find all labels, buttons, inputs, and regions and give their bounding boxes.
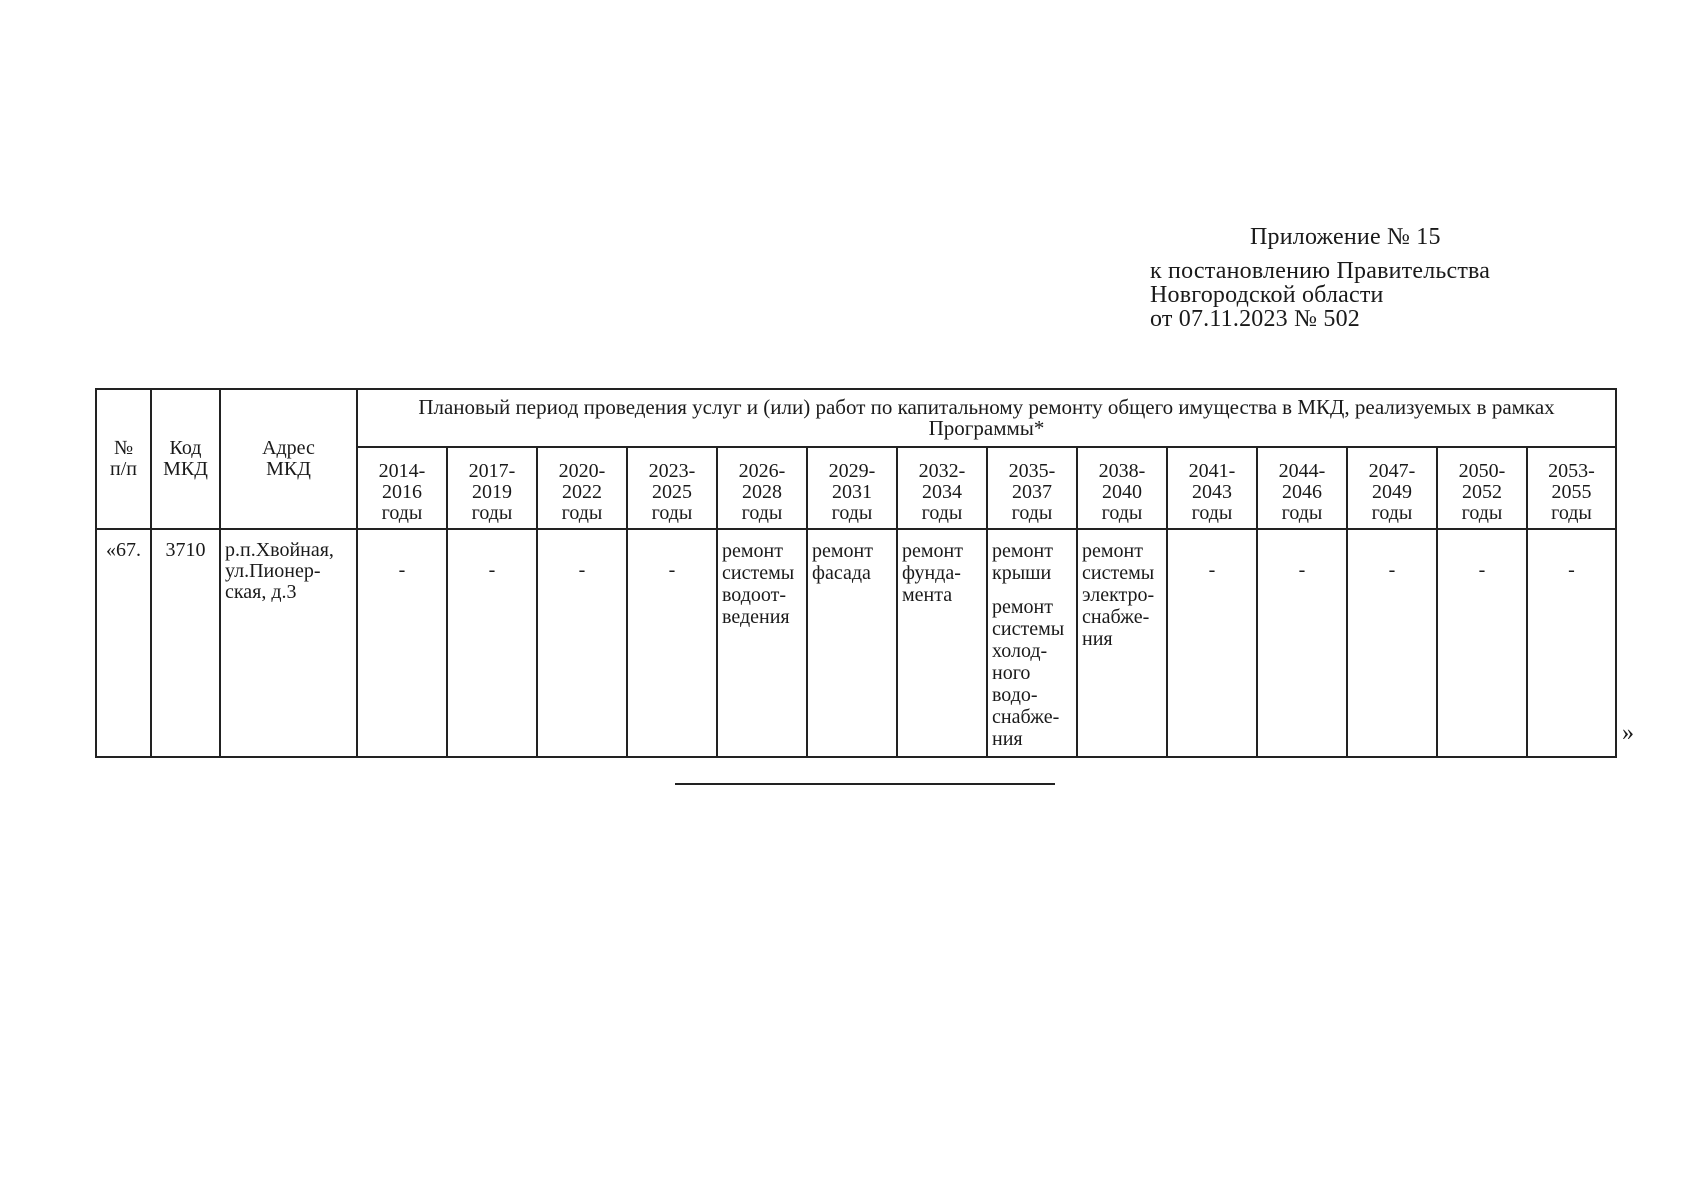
row-cell-10: -	[1257, 529, 1347, 757]
header-year-9: 2041- 2043 годы	[1167, 447, 1257, 529]
header-year-1: 2017- 2019 годы	[447, 447, 537, 529]
header-year-8: 2038- 2040 годы	[1077, 447, 1167, 529]
header-year-3: 2023- 2025 годы	[627, 447, 717, 529]
header-year-7: 2035- 2037 годы	[987, 447, 1077, 529]
header-address: Адрес МКД	[220, 389, 357, 529]
repair-schedule-table	[95, 388, 1617, 758]
row-cell-7: ремонт крыши ремонт системы холод- ного водо- снабже- ния	[987, 529, 1077, 757]
header-year-0: 2014- 2016 годы	[357, 447, 447, 529]
row-cell-0: -	[357, 529, 447, 757]
appendix-title: Приложение № 15	[1250, 224, 1441, 250]
row-num: «67.	[96, 529, 151, 757]
header-period: Плановый период проведения услуг и (или) работ по капитальному ремонту общего имущества в МКД, реализуемых в рамках Программы*	[357, 389, 1616, 447]
appendix-line-2: Новгородской области	[1150, 282, 1384, 308]
appendix-header	[1150, 225, 1490, 331]
row-address: р.п.Хвойная, ул.Пионер- ская, д.3	[220, 529, 357, 757]
row-cell-6: ремонт фунда- мента	[897, 529, 987, 757]
header-year-5: 2029- 2031 годы	[807, 447, 897, 529]
appendix-line-1: к постановлению Правительства	[1150, 258, 1491, 284]
header-year-10: 2044- 2046 годы	[1257, 447, 1347, 529]
header-year-12: 2050- 2052 годы	[1437, 447, 1527, 529]
row-cell-8: ремонт системы электро- снабже- ния	[1077, 529, 1167, 757]
header-year-13: 2053- 2055 годы	[1527, 447, 1616, 529]
header-year-11: 2047- 2049 годы	[1347, 447, 1437, 529]
header-year-6: 2032- 2034 годы	[897, 447, 987, 529]
footer-rule	[675, 783, 1055, 785]
row-code: 3710	[151, 529, 220, 757]
row-cell-4: ремонт системы водоот- ведения	[717, 529, 807, 757]
row-cell-9: -	[1167, 529, 1257, 757]
row-cell-1: -	[447, 529, 537, 757]
row-cell-3: -	[627, 529, 717, 757]
row-cell-11: -	[1347, 529, 1437, 757]
closing-quote: »	[1622, 720, 1634, 746]
header-code: Код МКД	[151, 389, 220, 529]
header-year-2: 2020- 2022 годы	[537, 447, 627, 529]
row-cell-12: -	[1437, 529, 1527, 757]
header-row-top	[96, 389, 1616, 447]
row-cell-5: ремонт фасада	[807, 529, 897, 757]
header-year-4: 2026- 2028 годы	[717, 447, 807, 529]
appendix-line-3: от 07.11.2023 № 502	[1150, 306, 1360, 332]
row-cell-2: -	[537, 529, 627, 757]
header-num: № п/п	[96, 389, 151, 529]
row-cell-13: -	[1527, 529, 1616, 757]
table-row	[96, 529, 1616, 757]
